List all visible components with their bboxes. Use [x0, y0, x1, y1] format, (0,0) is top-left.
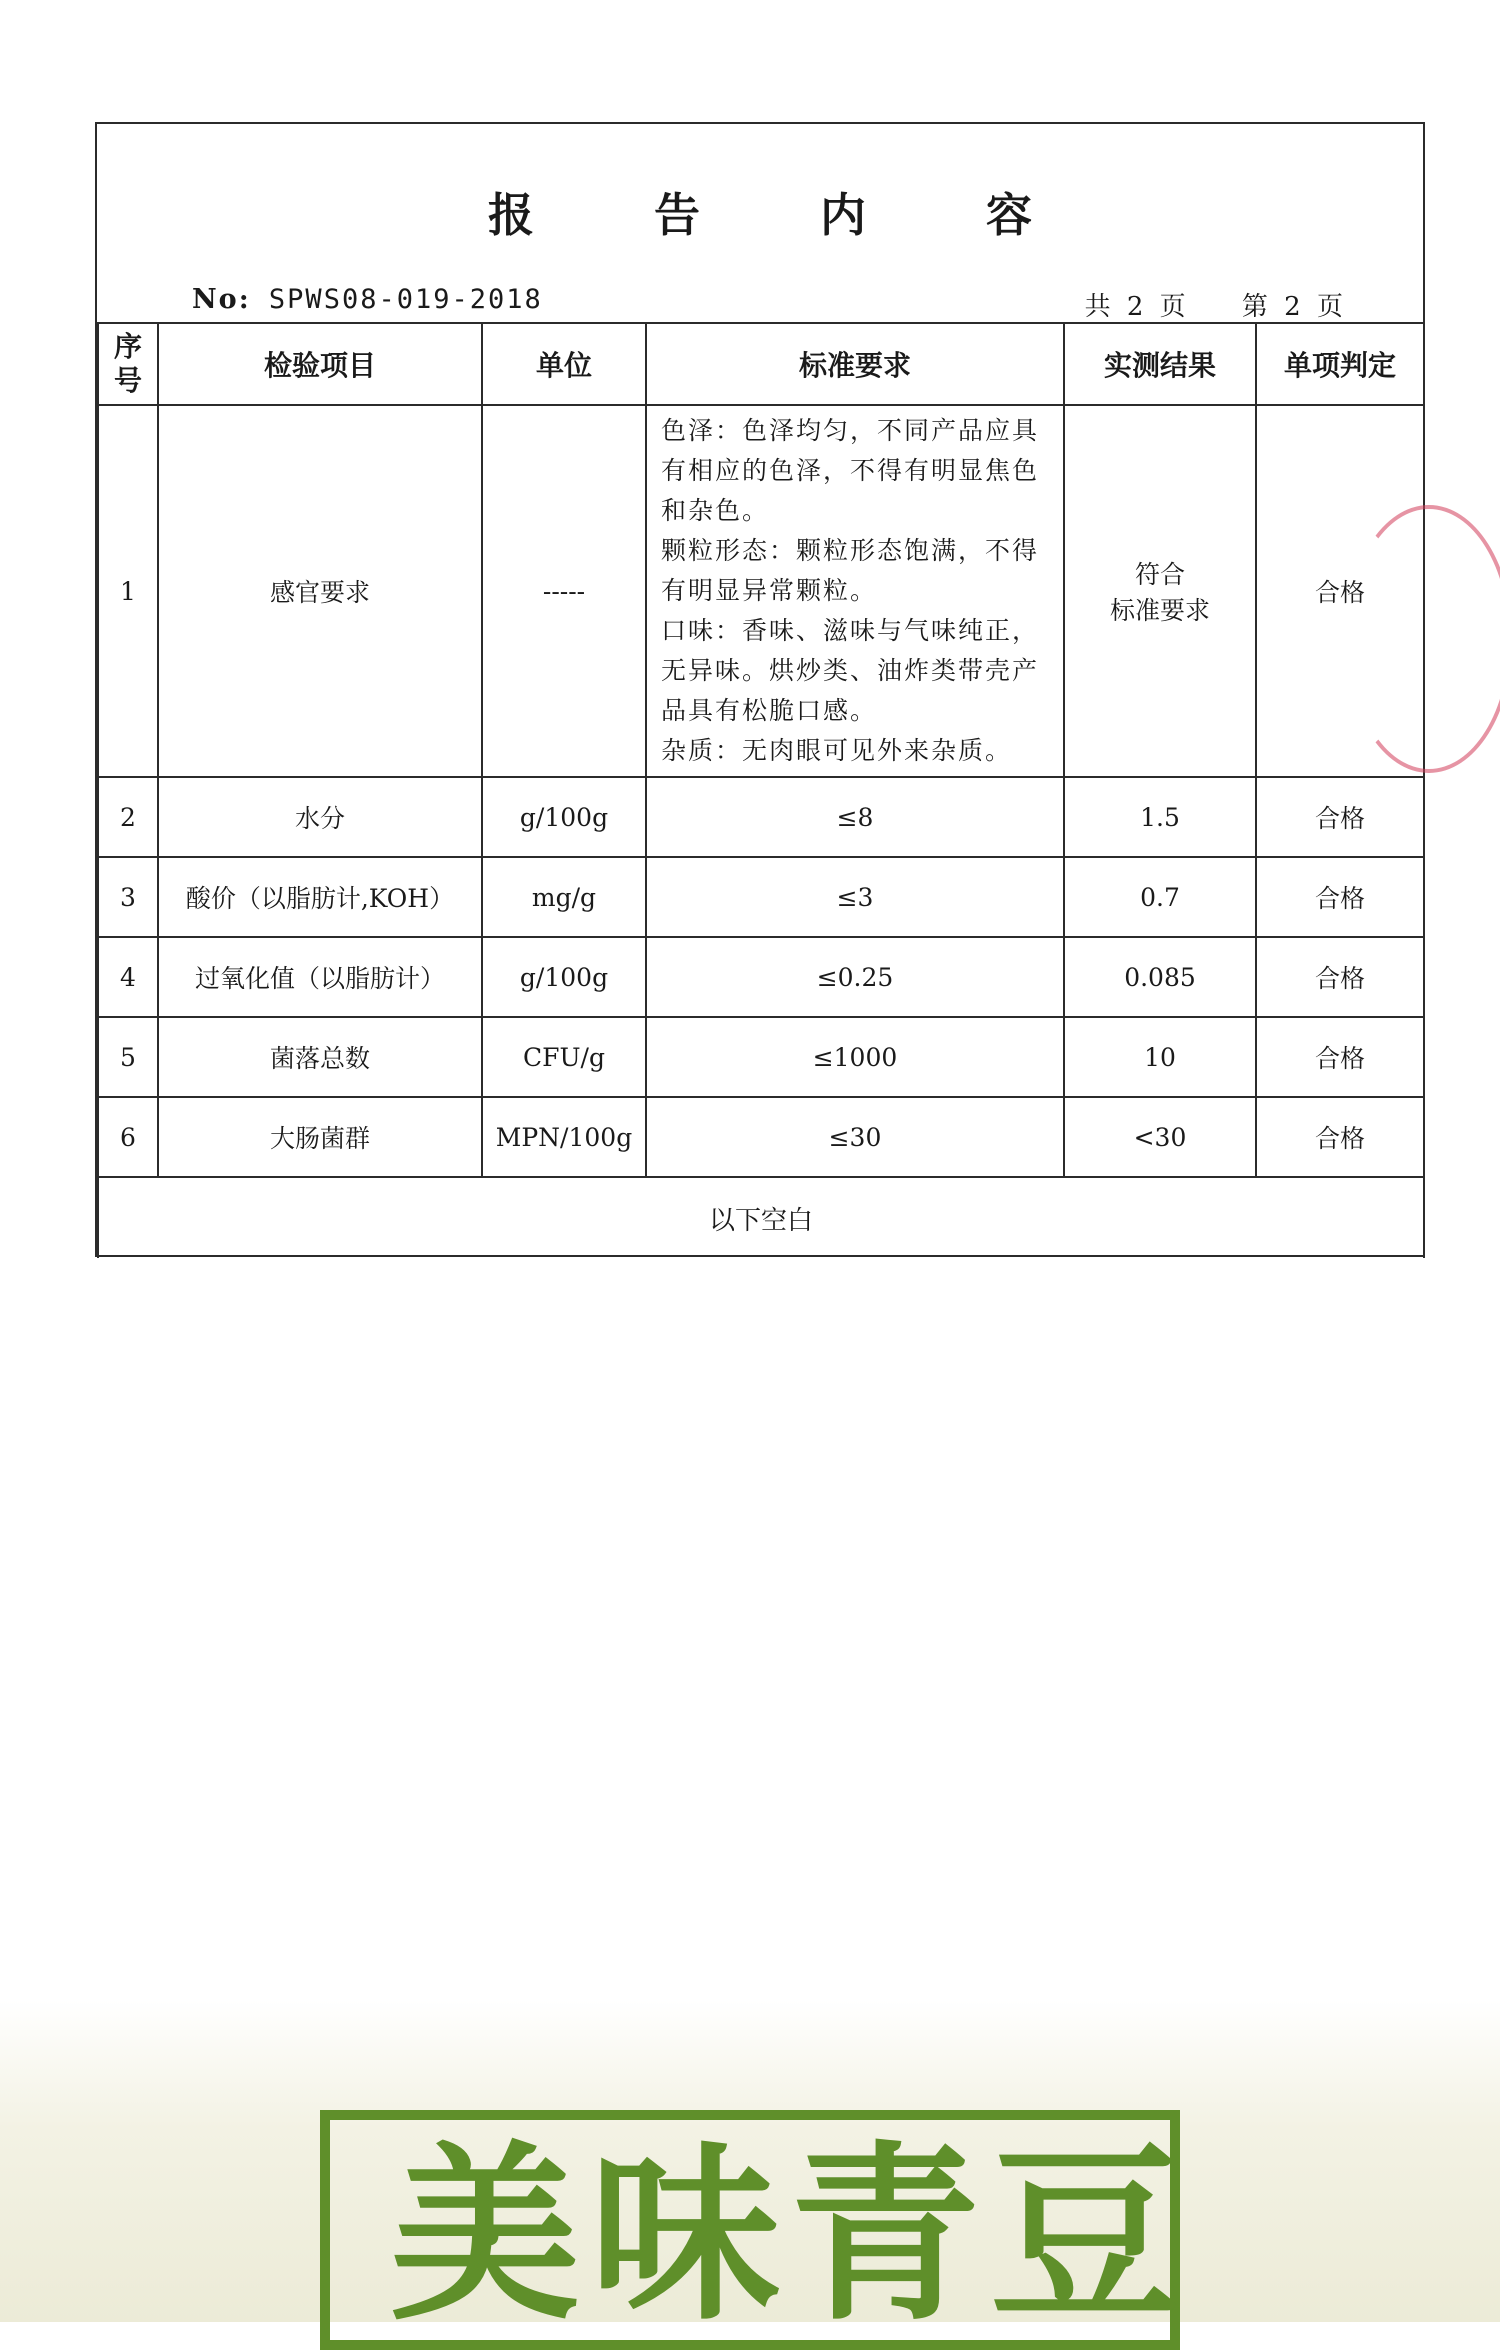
cell-seq: 6	[98, 1097, 158, 1177]
cell-item: 大肠菌群	[158, 1097, 482, 1177]
cell-judgement: 合格	[1256, 1017, 1424, 1097]
cell-judgement: 合格	[1256, 777, 1424, 857]
cell-unit: g/100g	[482, 937, 646, 1017]
table-footer-row	[98, 1177, 1424, 1258]
cell-standard: ≤0.25	[646, 937, 1064, 1017]
blank-below-note: 以下空白	[98, 1177, 1424, 1258]
cell-unit: CFU/g	[482, 1017, 646, 1097]
cell-result: 符合 标准要求	[1064, 405, 1256, 777]
table-row	[98, 777, 1424, 857]
report-title: 报告内容	[488, 188, 1152, 242]
cell-standard: ≤30	[646, 1097, 1064, 1177]
report-number	[192, 284, 543, 315]
brand-logo-text: 美味青豆	[390, 2123, 1191, 2346]
header-result: 实测结果	[1064, 323, 1256, 405]
header-standard: 标准要求	[646, 323, 1064, 405]
table-row	[98, 405, 1424, 777]
cell-result: 0.085	[1064, 937, 1256, 1017]
cell-seq: 4	[98, 937, 158, 1017]
table-row	[98, 937, 1424, 1017]
cell-result: <30	[1064, 1097, 1256, 1177]
cell-result: 1.5	[1064, 777, 1256, 857]
cell-item: 感官要求	[158, 405, 482, 777]
cell-judgement: 合格	[1256, 857, 1424, 937]
cell-standard: ≤8	[646, 777, 1064, 857]
cell-item: 水分	[158, 777, 482, 857]
cell-item: 酸价（以脂肪计,KOH）	[158, 857, 482, 937]
header-unit: 单位	[482, 323, 646, 405]
cell-seq: 5	[98, 1017, 158, 1097]
cell-standard: 色泽：色泽均匀，不同产品应具 有相应的色泽，不得有明显焦色 和杂色。 颗粒形态：颗粒形态饱满，不得 有明显异常颗粒。 口味：香味、滋味与气味纯正， 无异味。烘炒类、油炸类带壳产 品具有松脆口感。 杂质：无肉眼可见外来杂质。	[646, 405, 1064, 777]
header-judgement: 单项判定	[1256, 323, 1424, 405]
cell-item: 菌落总数	[158, 1017, 482, 1097]
cell-unit: MPN/100g	[482, 1097, 646, 1177]
cell-judgement: 合格	[1256, 1097, 1424, 1177]
cell-unit: g/100g	[482, 777, 646, 857]
cell-judgement: 合格	[1256, 937, 1424, 1017]
table-row	[98, 1097, 1424, 1177]
current-page: 第 2 页	[1241, 292, 1343, 322]
table-row	[98, 1017, 1424, 1097]
cell-seq: 3	[98, 857, 158, 937]
total-pages: 共 2 页	[1084, 292, 1186, 322]
header-seq: 序 号	[98, 323, 158, 405]
report-number-value: SPWS08-019-2018	[268, 284, 543, 315]
cell-standard: ≤1000	[646, 1017, 1064, 1097]
table-header-row	[98, 323, 1424, 405]
cell-judgement: 合格	[1256, 405, 1424, 777]
report-number-label: No:	[192, 284, 251, 315]
header-item: 检验项目	[158, 323, 482, 405]
table-row	[98, 857, 1424, 937]
cell-result: 0.7	[1064, 857, 1256, 937]
cell-standard: ≤3	[646, 857, 1064, 937]
cell-seq: 1	[98, 405, 158, 777]
cell-item: 过氧化值（以脂肪计）	[158, 937, 482, 1017]
results-table	[97, 322, 1425, 1258]
test-report	[95, 122, 1425, 1257]
cell-seq: 2	[98, 777, 158, 857]
cell-unit: -----	[482, 405, 646, 777]
cell-unit: mg/g	[482, 857, 646, 937]
page-indicator	[1045, 286, 1343, 323]
cell-result: 10	[1064, 1017, 1256, 1097]
